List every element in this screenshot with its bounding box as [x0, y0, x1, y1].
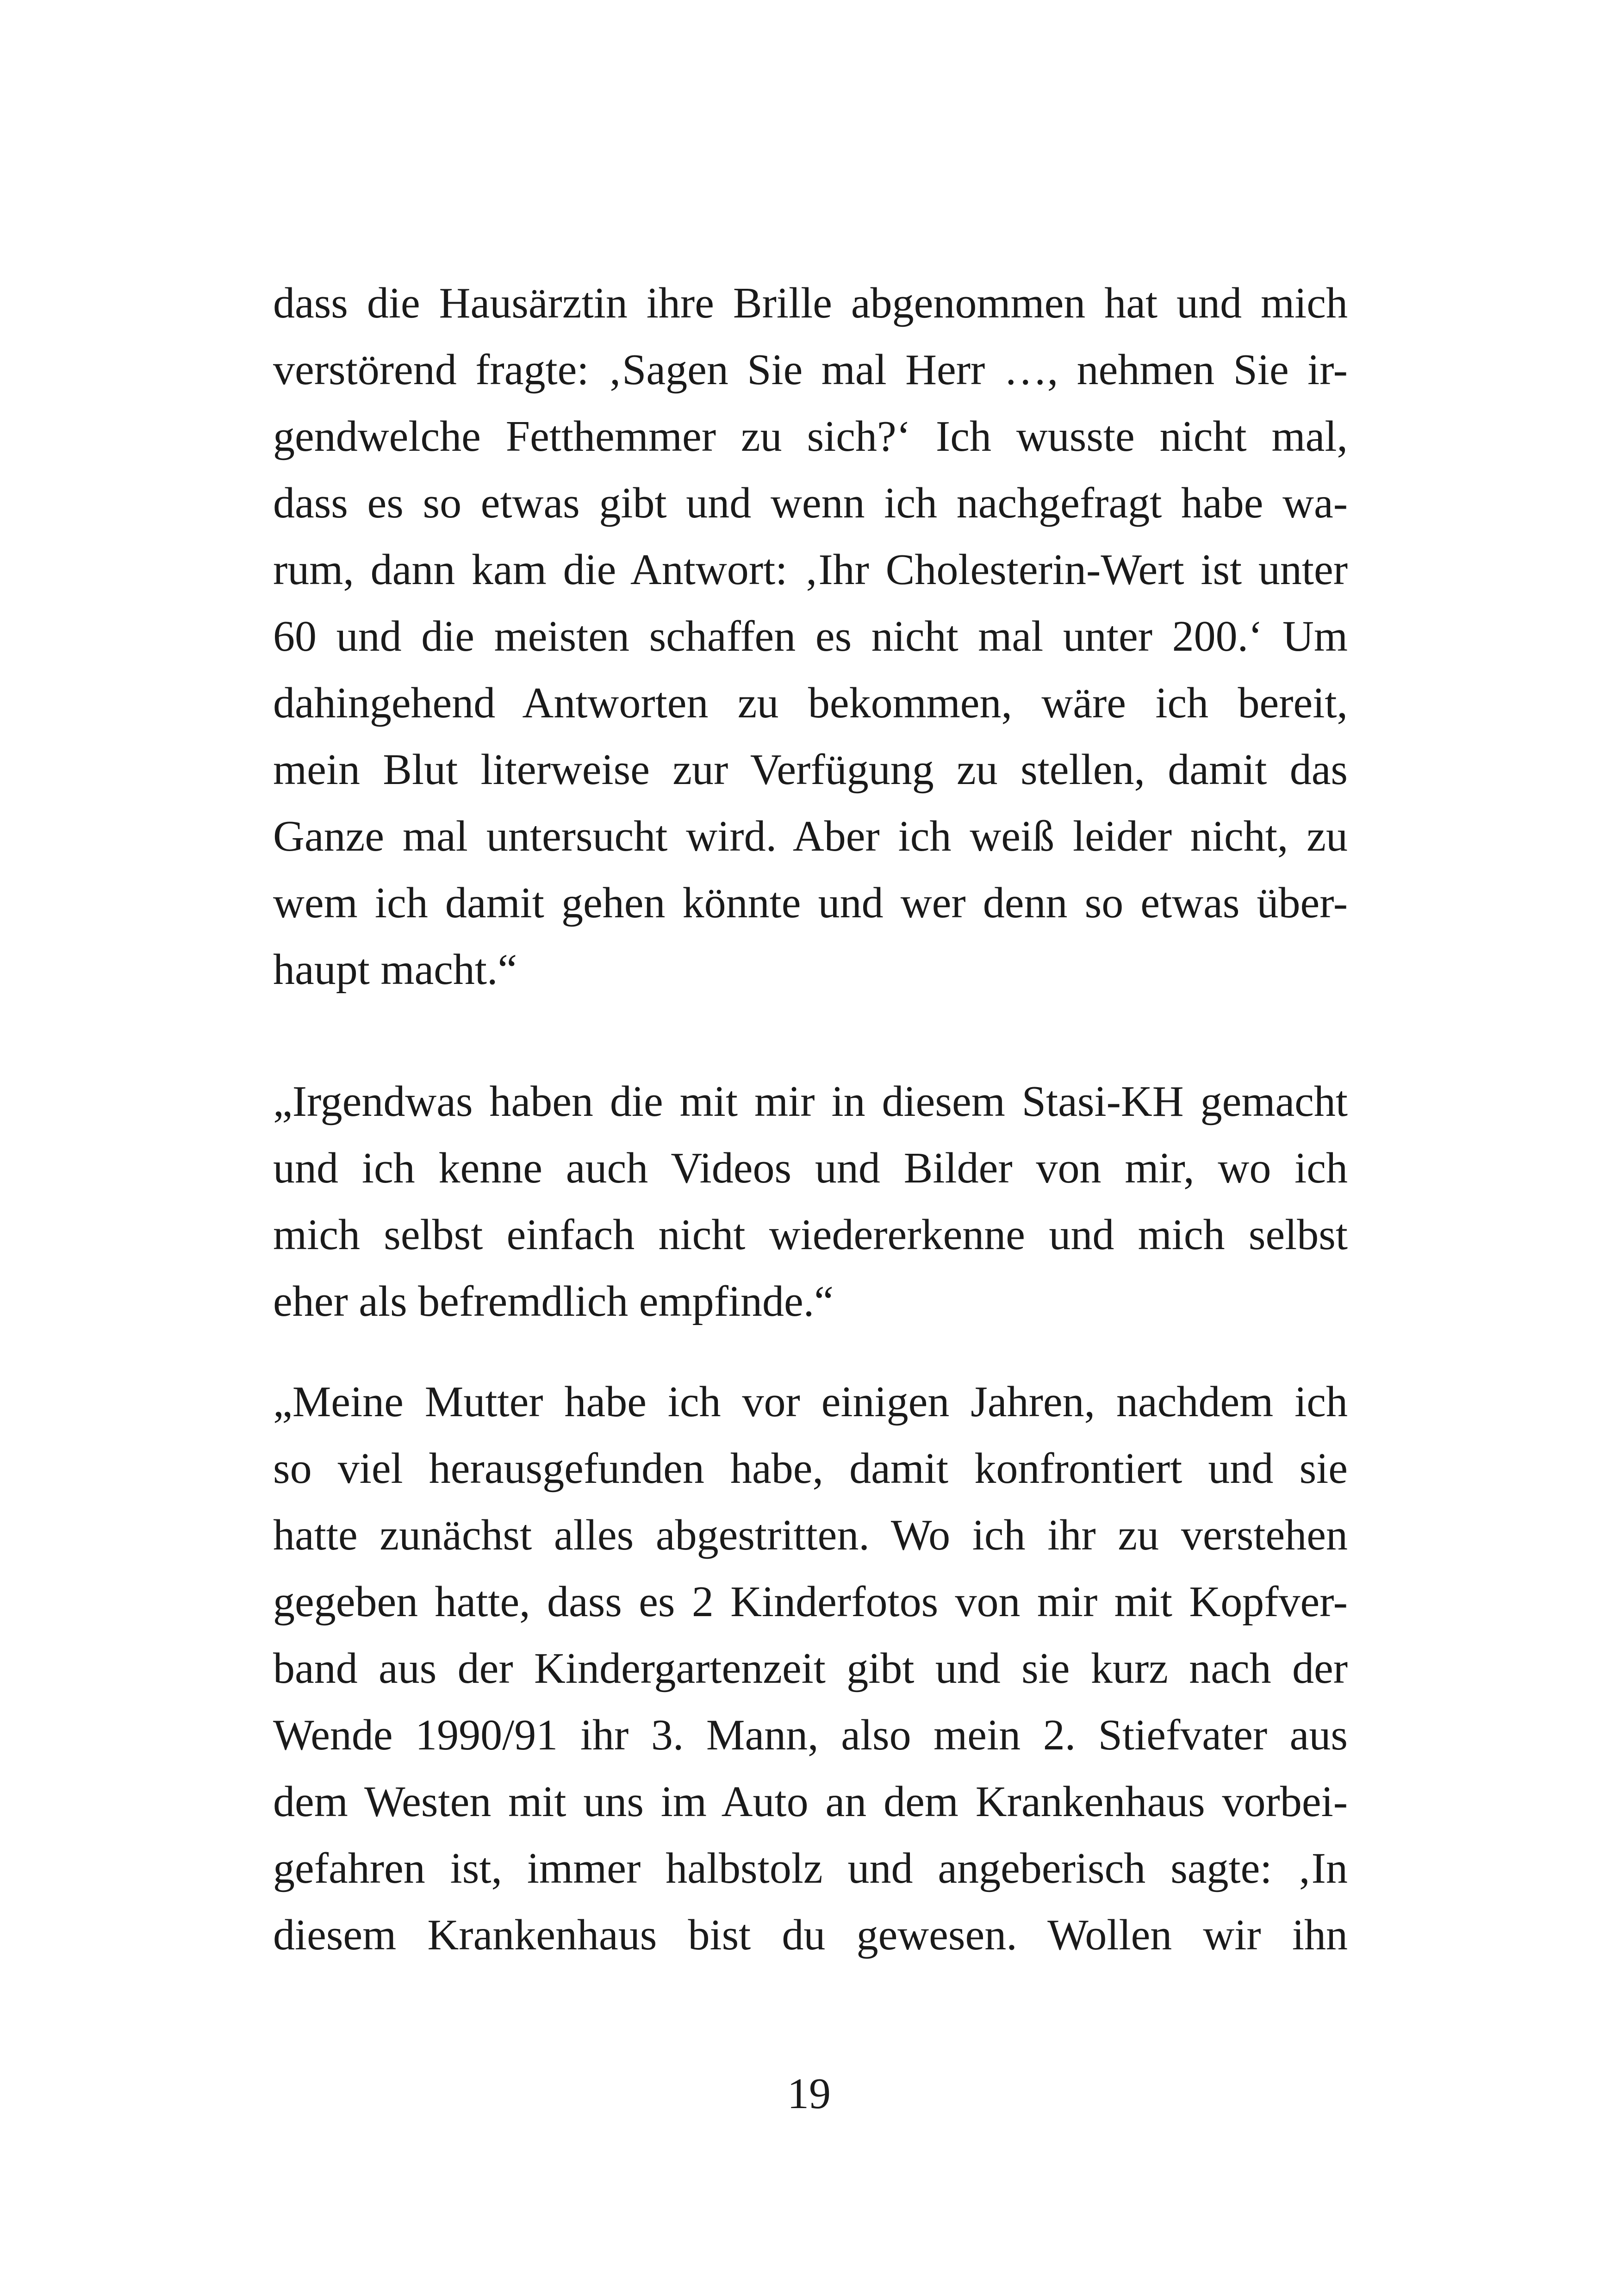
paragraph-1: [273, 270, 1348, 1003]
text-line: haupt macht.“: [273, 946, 517, 994]
paragraph-2: [273, 1068, 1348, 1335]
text-line: rum, dann kam die Antwort: ‚Ihr Cholesterin-Wert ist unter: [273, 546, 1348, 594]
text-line: Ganze mal untersucht wird. Aber ich weiß leider nicht, zu: [273, 812, 1348, 860]
text-line: mich selbst einfach nicht wiedererkenne und mich selbst: [273, 1211, 1348, 1259]
text-line: „Meine Mutter habe ich vor einigen Jahren, nachdem ich: [273, 1378, 1348, 1426]
text-line: verstörend fragte: ‚Sagen Sie mal Herr …, nehmen Sie ir-: [273, 346, 1348, 394]
text-line: eher als befremdlich empfinde.“: [273, 1277, 834, 1325]
text-line: dahingehend Antworten zu bekommen, wäre ich bereit,: [273, 679, 1348, 727]
paragraph-3: [273, 1369, 1348, 1968]
text-line: dem Westen mit uns im Auto an dem Krankenhaus vorbei-: [273, 1778, 1348, 1826]
text-line: und ich kenne auch Videos und Bilder von mir, wo ich: [273, 1144, 1348, 1192]
text-line: dass es so etwas gibt und wenn ich nachgefragt habe wa-: [273, 479, 1348, 527]
text-line: gefahren ist, immer halbstolz und angeberisch sagte: ‚In: [273, 1844, 1348, 1892]
text-line: wem ich damit gehen könnte und wer denn so etwas über-: [273, 879, 1348, 927]
text-line: so viel herausgefunden habe, damit konfrontiert und sie: [273, 1444, 1348, 1493]
text-line: „Irgendwas haben die mit mir in diesem Stasi-KH gemacht: [273, 1077, 1348, 1126]
text-line: diesem Krankenhaus bist du gewesen. Wollen wir ihn: [273, 1911, 1348, 1959]
text-line: gendwelche Fetthemmer zu sich?‘ Ich wusste nicht mal,: [273, 412, 1348, 460]
text-line: gegeben hatte, dass es 2 Kinderfotos von mir mit Kopfver-: [273, 1578, 1348, 1626]
text-line: hatte zunächst alles abgestritten. Wo ich ihr zu verstehen: [273, 1511, 1348, 1559]
text-line: mein Blut literweise zur Verfügung zu stellen, damit das: [273, 746, 1348, 794]
text-line: Wende 1990/91 ihr 3. Mann, also mein 2. Stiefvater aus: [273, 1711, 1348, 1759]
text-line: 60 und die meisten schaffen es nicht mal unter 200.‘ Um: [273, 612, 1348, 660]
text-line: band aus der Kindergartenzeit gibt und sie kurz nach der: [273, 1644, 1348, 1692]
page-number: 19: [787, 2070, 831, 2118]
text-line: dass die Hausärztin ihre Brille abgenommen hat und mich: [273, 279, 1348, 327]
